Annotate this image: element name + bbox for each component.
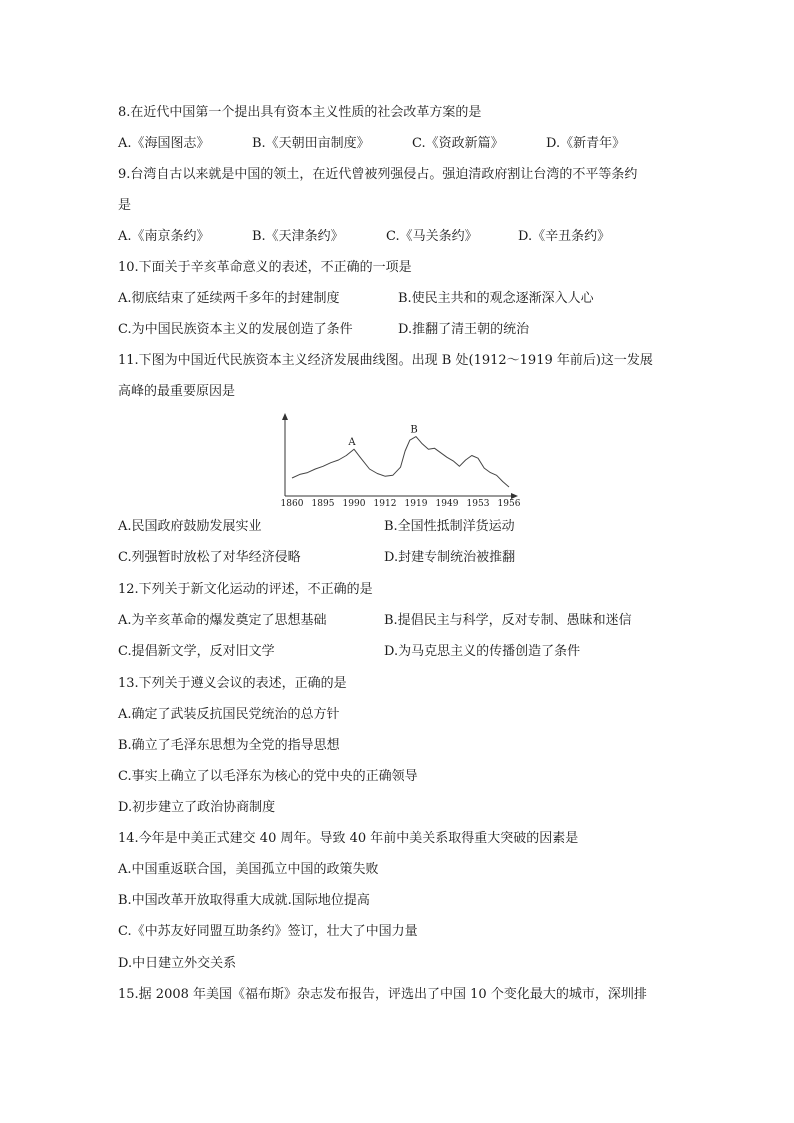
q11-option-d[interactable]: D.封建专制统治被推翻 [384,550,516,565]
question-15-stem: 15.据 2008 年美国《福布斯》杂志发布报告，评选出了中国 10 个变化最大的城市，深圳排 [118,987,647,1002]
question-11-stem-line2: 高峰的最重要原因是 [118,384,236,399]
x-tick-label: 1912 [373,499,397,508]
question-13-stem: 13.下列关于遵义会议的表述，正确的是 [118,676,347,691]
q9-option-d[interactable]: D.《辛丑条约》 [518,229,611,244]
chart-tick-labels [281,499,520,508]
question-9-stem-line2: 是 [118,198,132,213]
q12-option-c[interactable]: C.提倡新文学，反对旧文学 [118,644,275,659]
question-9-stem-line1: 9.台湾自古以来就是中国的领土，在近代曾被列强侵占。强迫清政府割让台湾的不平等条约 [118,167,638,182]
q12-option-d[interactable]: D.为马克思主义的传播创造了条件 [384,644,581,659]
q14-option-d[interactable]: D.中日建立外交关系 [118,956,237,971]
x-tick-label: 1895 [311,499,335,508]
development-curve-line-0 [292,437,509,487]
economic-development-curve-chart [270,412,520,508]
question-14-stem: 14.今年是中美正式建交 40 周年。导致 40 年前中美关系取得重大突破的因素是 [118,831,579,846]
q11-option-a[interactable]: A.民国政府鼓励发展实业 [118,519,262,534]
q8-option-b[interactable]: B.《天朝田亩制度》 [252,136,370,151]
q13-option-b[interactable]: B.确立了毛泽东思想为全党的指导思想 [118,738,340,753]
q10-option-b[interactable]: B.使民主共和的观念逐渐深入人心 [398,291,594,306]
q8-option-c[interactable]: C.《资政新篇》 [412,136,504,151]
q14-option-c[interactable]: C.《中苏友好同盟互助条约》签订，壮大了中国力量 [118,924,418,939]
question-8-stem: 8.在近代中国第一个提出具有资本主义性质的社会改革方案的是 [118,105,482,120]
peak-label-b: B [410,424,418,436]
chart-svg [270,412,520,508]
q9-option-c[interactable]: C.《马关条约》 [386,229,478,244]
q10-option-c[interactable]: C.为中国民族资本主义的发展创造了条件 [118,322,353,337]
question-11-stem-line1: 11.下图为中国近代民族资本主义经济发展曲线图。出现 B 处(1912～1919 年前后)这一发展 [118,353,653,368]
x-tick-label: 1860 [280,499,304,508]
q14-option-b[interactable]: B.中国改革开放取得重大成就.国际地位提高 [118,893,370,908]
q9-option-a[interactable]: A.《南京条约》 [118,229,210,244]
q11-option-c[interactable]: C.列强暂时放松了对华经济侵略 [118,550,301,565]
q13-option-a[interactable]: A.确定了武装反抗国民党统治的总方针 [118,707,340,722]
x-tick-label: 1953 [466,499,490,508]
question-12-stem: 12.下列关于新文化运动的评述，不正确的是 [118,582,373,597]
q9-option-b[interactable]: B.《天津条约》 [252,229,344,244]
x-tick-label: 1990 [342,499,366,508]
q12-option-a[interactable]: A.为辛亥革命的爆发奠定了思想基础 [118,613,327,628]
q10-option-a[interactable]: A.彻底结束了延续两千多年的封建制度 [118,291,340,306]
q13-option-d[interactable]: D.初步建立了政治协商制度 [118,800,276,815]
q10-option-d[interactable]: D.推翻了清王朝的统治 [398,322,530,337]
x-tick-label: 1949 [435,499,459,508]
y-axis-arrow [282,413,288,420]
chart-peak-labels [347,425,417,449]
q14-option-a[interactable]: A.中国重返联合国，美国孤立中国的政策失败 [118,862,379,877]
question-10-stem: 10.下面关于辛亥革命意义的表述，不正确的一项是 [118,260,412,275]
x-tick-label: 1956 [497,499,520,508]
x-tick-label: 1919 [404,499,428,508]
q8-option-d[interactable]: D.《新青年》 [546,136,626,151]
chart-series-group [292,437,509,487]
q11-option-b[interactable]: B.全国性抵制洋货运动 [384,519,515,534]
peak-label-a: A [348,437,356,449]
q13-option-c[interactable]: C.事实上确立了以毛泽东为核心的党中央的正确领导 [118,769,418,784]
q8-option-a[interactable]: A.《海国图志》 [118,136,210,151]
q12-option-b[interactable]: B.提倡民主与科学，反对专制、愚昧和迷信 [384,613,632,628]
